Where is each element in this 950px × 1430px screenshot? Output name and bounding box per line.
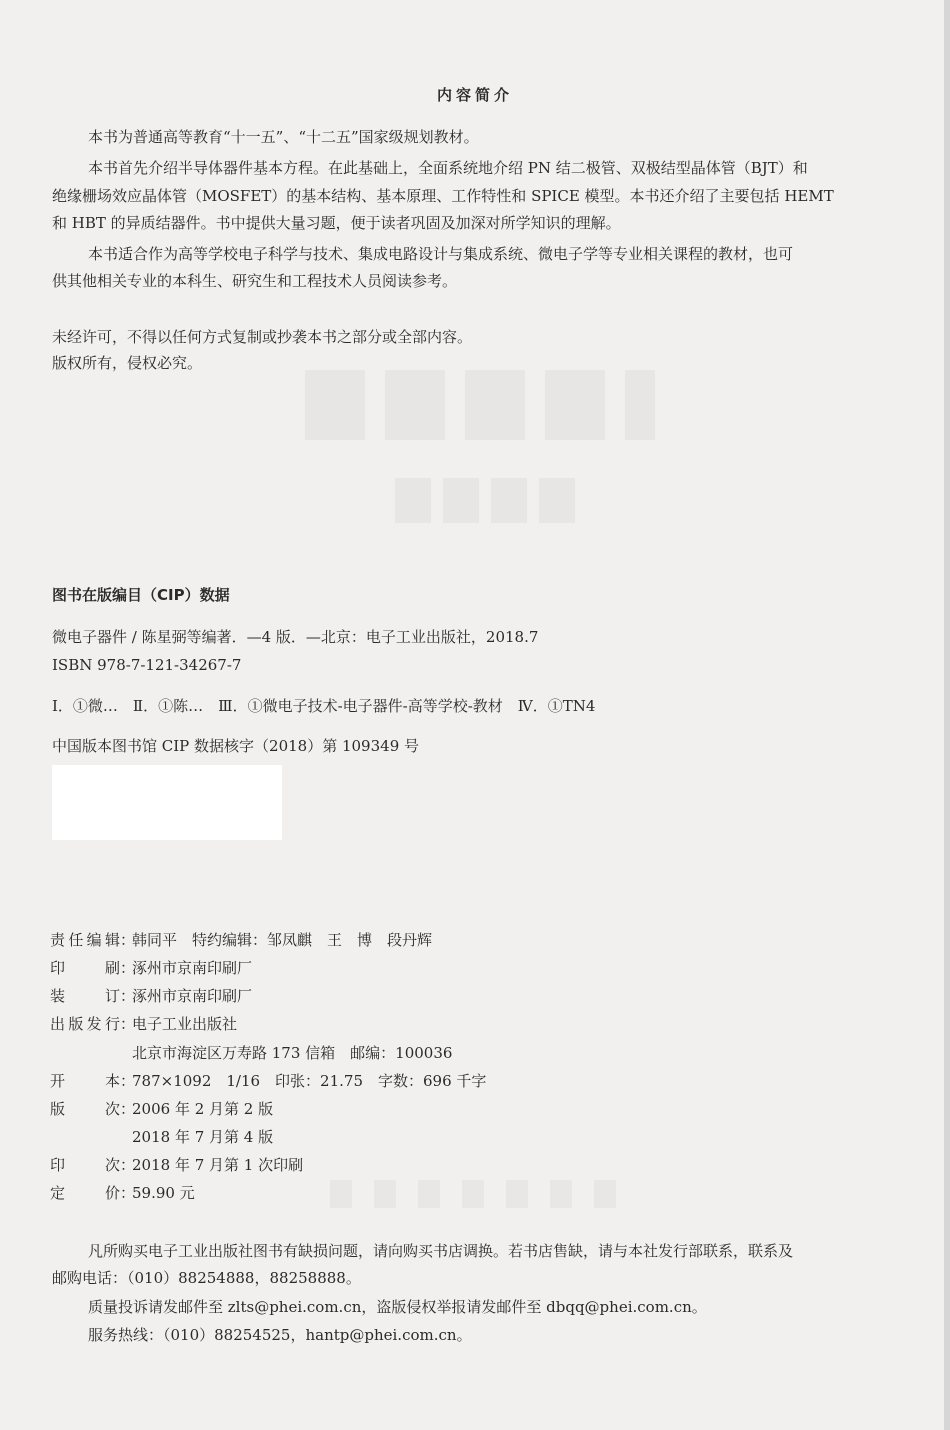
footer-line-4: 服务热线：（010）88254525，hantp@phei.com.cn。: [88, 1326, 472, 1344]
colophon-value: 涿州市京南印刷厂: [132, 959, 253, 977]
colophon-label: 版次: [50, 1100, 120, 1118]
footer-line-1: 凡所购买电子工业出版社图书有缺损问题，请向购买书店调换。若书店售缺，请与本社发行部联系，联系及: [88, 1242, 794, 1260]
colophon-label: 装订: [50, 987, 120, 1005]
intro-paragraph-2-line-3: 和 HBT 的异质结器件。书中提供大量习题，便于读者巩固及加深对所学知识的理解。: [52, 214, 621, 232]
colophon-row-format: 开本：787×1092 1/16 印张：21.75 字数：696 千字: [50, 1072, 487, 1090]
colophon-value: 北京市海淀区万寿路 173 信箱 邮编：100036: [132, 1044, 453, 1062]
copyright-notice-1: 未经许可，不得以任何方式复制或抄袭本书之部分或全部内容。: [52, 328, 473, 346]
intro-paragraph-2-line-1: 本书首先介绍半导体器件基本方程。在此基础上，全面系统地介绍 PN 结二极管、双极结型晶体管（BJT）和: [88, 159, 808, 177]
copyright-notice-2: 版权所有，侵权必究。: [52, 354, 203, 372]
colophon-row-address: [50, 1042, 452, 1064]
cip-classification: Ⅰ．①微… Ⅱ．①陈… Ⅲ．①微电子技术-电子器件-高等学校-教材 Ⅳ．①TN4: [52, 697, 596, 715]
intro-title: 内容简介: [436, 86, 513, 104]
colophon-label: 开本: [50, 1072, 120, 1090]
colophon-label: 印刷: [50, 959, 120, 977]
cip-line-1: 微电子器件 / 陈星弼等编著．—4 版．—北京：电子工业出版社，2018.7: [52, 628, 539, 646]
colophon-row-impression: 印次：2018 年 7 月第 1 次印刷: [50, 1156, 304, 1174]
colophon-value: 韩同平 特约编辑：邹凤麒 王 博 段丹辉: [132, 931, 433, 949]
colophon-row-price: 定价：59.90 元: [50, 1184, 195, 1202]
colophon-label: 出版发行: [50, 1015, 120, 1033]
colophon-value: 电子工业出版社: [132, 1015, 238, 1033]
colophon-row-printing: 印刷：涿州市京南印刷厂: [50, 959, 253, 977]
colophon-value: 涿州市京南印刷厂: [132, 987, 253, 1005]
cip-isbn: ISBN 978-7-121-34267-7: [52, 656, 242, 674]
colophon-value: 2018 年 7 月第 1 次印刷: [132, 1156, 304, 1174]
footer-line-2: 邮购电话：（010）88254888，88258888。: [52, 1269, 361, 1287]
colophon-label: 印次: [50, 1156, 120, 1174]
colophon-label: 责任编辑: [50, 931, 120, 949]
blank-label-area: [52, 765, 282, 840]
footer-line-3: 质量投诉请发邮件至 zlts@phei.com.cn，盗版侵权举报请发邮件至 dbqq@phei.com.cn。: [88, 1298, 707, 1316]
colophon-value: 787×1092 1/16 印张：21.75 字数：696 千字: [132, 1072, 487, 1090]
cip-record-number: 中国版本图书馆 CIP 数据核字（2018）第 109349 号: [52, 737, 420, 755]
bleed-through-edition-mark: [395, 478, 575, 523]
intro-paragraph-1: 本书为普通高等教育“十一五”、“十二五”国家级规划教材。: [88, 128, 479, 146]
bleed-through-publisher-mark: [330, 1180, 630, 1208]
colophon-row-edition-2: [50, 1126, 273, 1148]
bleed-through-title-mark: [305, 370, 655, 440]
intro-paragraph-2-line-2: 绝缘栅场效应晶体管（MOSFET）的基本结构、基本原理、工作特性和 SPICE 模型。本书还介绍了主要包括 HEMT: [52, 187, 834, 205]
colophon-value: 59.90 元: [132, 1184, 195, 1202]
colophon-value: 2006 年 2 月第 2 版: [132, 1100, 274, 1118]
colophon-value: 2018 年 7 月第 4 版: [132, 1128, 274, 1146]
colophon-row-publisher: 出版发行：电子工业出版社: [50, 1015, 238, 1033]
cip-title: 图书在版编目（CIP）数据: [52, 586, 230, 604]
colophon-row-edition: 版次：2006 年 2 月第 2 版: [50, 1100, 274, 1118]
colophon-row-editor: 责任编辑：韩同平 特约编辑：邹凤麒 王 博 段丹辉: [50, 931, 433, 949]
colophon-row-binding: 装订：涿州市京南印刷厂: [50, 987, 253, 1005]
colophon-label: 定价: [50, 1184, 120, 1202]
intro-paragraph-3-line-1: 本书适合作为高等学校电子科学与技术、集成电路设计与集成系统、微电子学等专业相关课程的教材，也可: [88, 245, 794, 263]
page-edge-shadow: [944, 0, 950, 1430]
intro-paragraph-3-line-2: 供其他相关专业的本科生、研究生和工程技术人员阅读参考。: [52, 272, 458, 290]
